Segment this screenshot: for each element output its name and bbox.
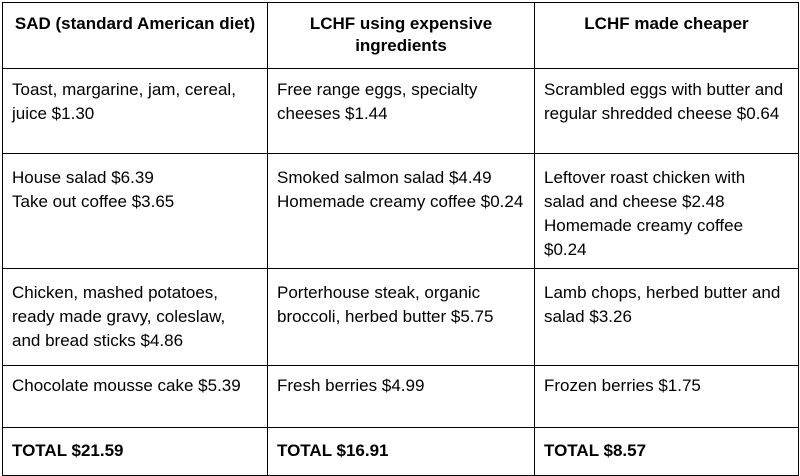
header-sad: SAD (standard American diet) [3, 3, 268, 69]
header-row [3, 3, 799, 69]
cell-dessert-sad: Chocolate mousse cake $5.39 [3, 366, 268, 428]
cell-dinner-lchf-expensive: Porterhouse steak, organic broccoli, herbed butter $5.75 [268, 269, 535, 366]
total-sad: TOTAL $21.59 [3, 428, 268, 476]
header-lchf-cheaper: LCHF made cheaper [535, 3, 799, 69]
cell-line: Homemade creamy coffee $0.24 [544, 216, 744, 259]
cell-line: Take out coffee $3.65 [12, 192, 175, 211]
cell-line: House salad $6.39 [12, 168, 154, 187]
cell-line: Smoked salmon salad $4.49 [277, 168, 492, 187]
cell-line: Leftover roast chicken with salad and cheese $2.48 [544, 168, 746, 211]
cell-lunch-lchf-cheaper [535, 154, 799, 269]
cell-dessert-lchf-cheaper: Frozen berries $1.75 [535, 366, 799, 428]
table-row-dinner [3, 269, 799, 366]
cell-lunch-lchf-expensive [268, 154, 535, 269]
cell-line: Homemade creamy coffee $0.24 [277, 192, 524, 211]
cell-dessert-lchf-expensive: Fresh berries $4.99 [268, 366, 535, 428]
total-lchf-cheaper: TOTAL $8.57 [535, 428, 799, 476]
header-lchf-expensive: LCHF using expensive ingredients [268, 3, 535, 69]
cell-breakfast-sad: Toast, margarine, jam, cereal, juice $1.30 [3, 69, 268, 154]
cell-lunch-sad [3, 154, 268, 269]
table-row-breakfast [3, 69, 799, 154]
table-row-lunch [3, 154, 799, 269]
diet-cost-comparison-table [2, 2, 799, 476]
cell-breakfast-lchf-cheaper: Scrambled eggs with butter and regular shredded cheese $0.64 [535, 69, 799, 154]
cell-dinner-lchf-cheaper: Lamb chops, herbed butter and salad $3.26 [535, 269, 799, 366]
table-row-dessert [3, 366, 799, 428]
table-row-totals [3, 428, 799, 476]
cell-dinner-sad: Chicken, mashed potatoes, ready made gravy, coleslaw, and bread sticks $4.86 [3, 269, 268, 366]
cell-breakfast-lchf-expensive: Free range eggs, specialty cheeses $1.44 [268, 69, 535, 154]
total-lchf-expensive: TOTAL $16.91 [268, 428, 535, 476]
